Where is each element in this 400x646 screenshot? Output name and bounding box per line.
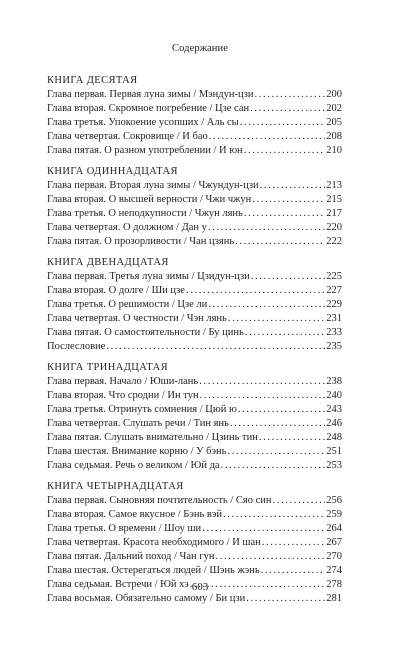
toc-entry — [47, 508, 342, 522]
toc-entry-title: Глава седьмая. Встречи / Юй хэ — [47, 579, 189, 590]
dot-leader — [255, 88, 326, 102]
toc-entry — [47, 550, 342, 564]
dot-leader — [260, 179, 326, 193]
toc-entry-title: Послесловие — [47, 341, 106, 352]
dot-leader — [244, 207, 325, 221]
toc-entry-title: Глава шестая. Остерегаться людей / Шэнь жэнь — [47, 565, 260, 576]
toc-entry-title: Глава шестая. Внимание корню / У бэнь — [47, 446, 227, 457]
toc-entry — [47, 88, 342, 102]
toc-entry — [47, 179, 342, 193]
dot-leader — [208, 221, 325, 235]
toc-entry-page: 202 — [326, 103, 342, 114]
book-section — [47, 165, 342, 249]
dot-leader — [244, 144, 326, 158]
toc-entry-page: 229 — [326, 299, 342, 310]
toc-entry — [47, 312, 342, 326]
toc-entry — [47, 375, 342, 389]
dot-leader — [228, 312, 325, 326]
dot-leader — [250, 102, 325, 116]
toc-entry-title: Глава четвертая. Красота необходимого / И шан — [47, 537, 261, 548]
book-title: КНИГА ЧЕТЫРНАДЦАТАЯ — [47, 481, 184, 492]
dot-leader — [235, 235, 325, 249]
toc-entry — [47, 536, 342, 550]
toc-entry — [47, 417, 342, 431]
toc-entry-page: 281 — [326, 593, 342, 604]
toc-entry — [47, 389, 342, 403]
dot-leader — [200, 389, 326, 403]
toc-entry — [47, 235, 342, 249]
toc-entry-title: Глава пятая. Дальний поход / Чан гун — [47, 551, 215, 562]
toc-entry-page: 240 — [326, 390, 342, 401]
toc-entry-page: 246 — [326, 418, 342, 429]
toc-entry-title: Глава вторая. Что сродни / Ин тун — [47, 390, 199, 401]
toc-entry-page: 238 — [326, 376, 342, 387]
toc-entry-title: Глава третья. О времени / Шоу ши — [47, 523, 202, 534]
dot-leader — [186, 284, 325, 298]
toc-entry-page: 278 — [326, 579, 342, 590]
running-title: Содержание — [171, 43, 229, 54]
toc-entry-page: 200 — [326, 89, 342, 100]
toc-entry — [47, 431, 342, 445]
toc-entry — [47, 116, 342, 130]
toc-entry-page: 220 — [326, 222, 342, 233]
toc-entry-page: 274 — [326, 565, 342, 576]
dot-leader — [261, 564, 326, 578]
toc-entry-page: 215 — [326, 194, 342, 205]
dot-leader — [245, 326, 326, 340]
table-of-contents — [47, 74, 342, 613]
toc-entry-page: 231 — [326, 313, 342, 324]
toc-entry-page: 222 — [326, 236, 342, 247]
toc-entry — [47, 144, 342, 158]
dot-leader — [246, 592, 325, 606]
toc-entry — [47, 270, 342, 284]
toc-entry — [47, 193, 342, 207]
toc-entry-title: Глава вторая. О долге / Ши цзе — [47, 285, 185, 296]
toc-entry — [47, 403, 342, 417]
toc-entry — [47, 522, 342, 536]
toc-entry — [47, 102, 342, 116]
toc-entry — [47, 445, 342, 459]
book-title: КНИГА ДВЕНАДЦАТАЯ — [47, 257, 169, 268]
dot-leader — [215, 550, 325, 564]
toc-entry-title: Глава первая. Третья луна зимы / Цзидун-цзи — [47, 271, 250, 282]
toc-entry — [47, 459, 342, 473]
dot-leader — [238, 403, 325, 417]
dot-leader — [259, 431, 325, 445]
toc-entry — [47, 130, 342, 144]
toc-entry-title: Глава первая. Начало / Юши-лань — [47, 376, 199, 387]
toc-entry — [47, 298, 342, 312]
toc-entry-page: 210 — [326, 145, 342, 156]
dot-leader — [272, 494, 325, 508]
toc-entry-title: Глава вторая. Самое вкусное / Бэнь вэй — [47, 509, 222, 520]
toc-entry — [47, 494, 342, 508]
dot-leader — [208, 298, 325, 312]
toc-entry-title: Глава восьмая. Обязательно самому / Би цзи — [47, 593, 246, 604]
book-title: КНИГА ДЕСЯТАЯ — [47, 75, 138, 86]
toc-entry-page: 227 — [326, 285, 342, 296]
toc-entry-page: 259 — [326, 509, 342, 520]
toc-entry-page: 251 — [326, 446, 342, 457]
toc-entry-page: 208 — [326, 131, 342, 142]
toc-entry-title: Глава четвертая. Слушать речи / Тин янь — [47, 418, 229, 429]
toc-entry-title: Глава третья. Упокоение усопших / Аль сы — [47, 117, 239, 128]
toc-entry-page: 233 — [326, 327, 342, 338]
toc-entry-title: Глава первая. Сыновняя почтительность / Сяо син — [47, 495, 272, 506]
toc-entry-title: Глава четвертая. О должном / Дан у — [47, 222, 207, 233]
dot-leader — [230, 417, 325, 431]
toc-entry-page: 270 — [326, 551, 342, 562]
toc-entry-title: Глава третья. О неподкупности / Чжун лянь — [47, 208, 243, 219]
dot-leader — [251, 270, 326, 284]
toc-entry — [47, 340, 342, 354]
dot-leader — [223, 508, 325, 522]
toc-entry-page: 267 — [326, 537, 342, 548]
toc-entry-title: Глава третья. О решимости / Цзе ли — [47, 299, 208, 310]
toc-entry — [47, 284, 342, 298]
dot-leader — [240, 116, 326, 130]
toc-entry-page: 243 — [326, 404, 342, 415]
dot-leader — [106, 340, 325, 354]
dot-leader — [202, 522, 325, 536]
toc-entry-title: Глава пятая. Слушать внимательно / Цзинь тин — [47, 432, 258, 443]
dot-leader — [199, 375, 325, 389]
toc-entry — [47, 207, 342, 221]
book-section — [47, 74, 342, 158]
toc-entry-title: Глава седьмая. Речь о великом / Юй да — [47, 460, 220, 471]
toc-entry-title: Глава пятая. О прозорливости / Чан цзянь — [47, 236, 235, 247]
toc-entry-title: Глава третья. Отринуть сомнения / Цюй ю — [47, 404, 237, 415]
dot-leader — [209, 130, 326, 144]
dot-leader — [227, 445, 325, 459]
toc-entry-page: 256 — [326, 495, 342, 506]
book-title: КНИГА ТРИНАДЦАТАЯ — [47, 362, 168, 373]
dot-leader — [252, 193, 325, 207]
toc-entry-title: Глава первая. Вторая луна зимы / Чжундун-цзи — [47, 180, 259, 191]
toc-entry — [47, 564, 342, 578]
toc-entry-title: Глава вторая. О высшей верности / Чжи чжун — [47, 194, 252, 205]
toc-entry-title: Глава вторая. Скромное погребение / Цзе сан — [47, 103, 250, 114]
toc-entry-page: 205 — [326, 117, 342, 128]
book-section — [47, 361, 342, 473]
toc-entry — [47, 326, 342, 340]
toc-entry-page: 225 — [326, 271, 342, 282]
toc-entry-page: 253 — [326, 460, 342, 471]
toc-entry-title: Глава четвертая. Сокровище / И бао — [47, 131, 208, 142]
toc-entry-title: Глава пятая. О самостоятельности / Бу цинь — [47, 327, 244, 338]
toc-entry-title: Глава пятая. О разном употреблении / И юн — [47, 145, 243, 156]
toc-entry — [47, 221, 342, 235]
toc-entry-title: Глава первая. Первая луна зимы / Мэндун-цзи — [47, 89, 254, 100]
toc-entry — [47, 592, 342, 606]
toc-entry-page: 248 — [326, 432, 342, 443]
toc-entry-title: Глава четвертая. О честности / Чэн лянь — [47, 313, 227, 324]
page-number: 603 — [191, 581, 209, 593]
toc-entry-page: 235 — [326, 341, 342, 352]
book-title: КНИГА ОДИННАДЦАТАЯ — [47, 166, 178, 177]
toc-entry-page: 217 — [326, 208, 342, 219]
dot-leader — [262, 536, 325, 550]
book-section — [47, 256, 342, 354]
toc-entry-page: 213 — [326, 180, 342, 191]
toc-entry-page: 264 — [326, 523, 342, 534]
dot-leader — [221, 459, 326, 473]
